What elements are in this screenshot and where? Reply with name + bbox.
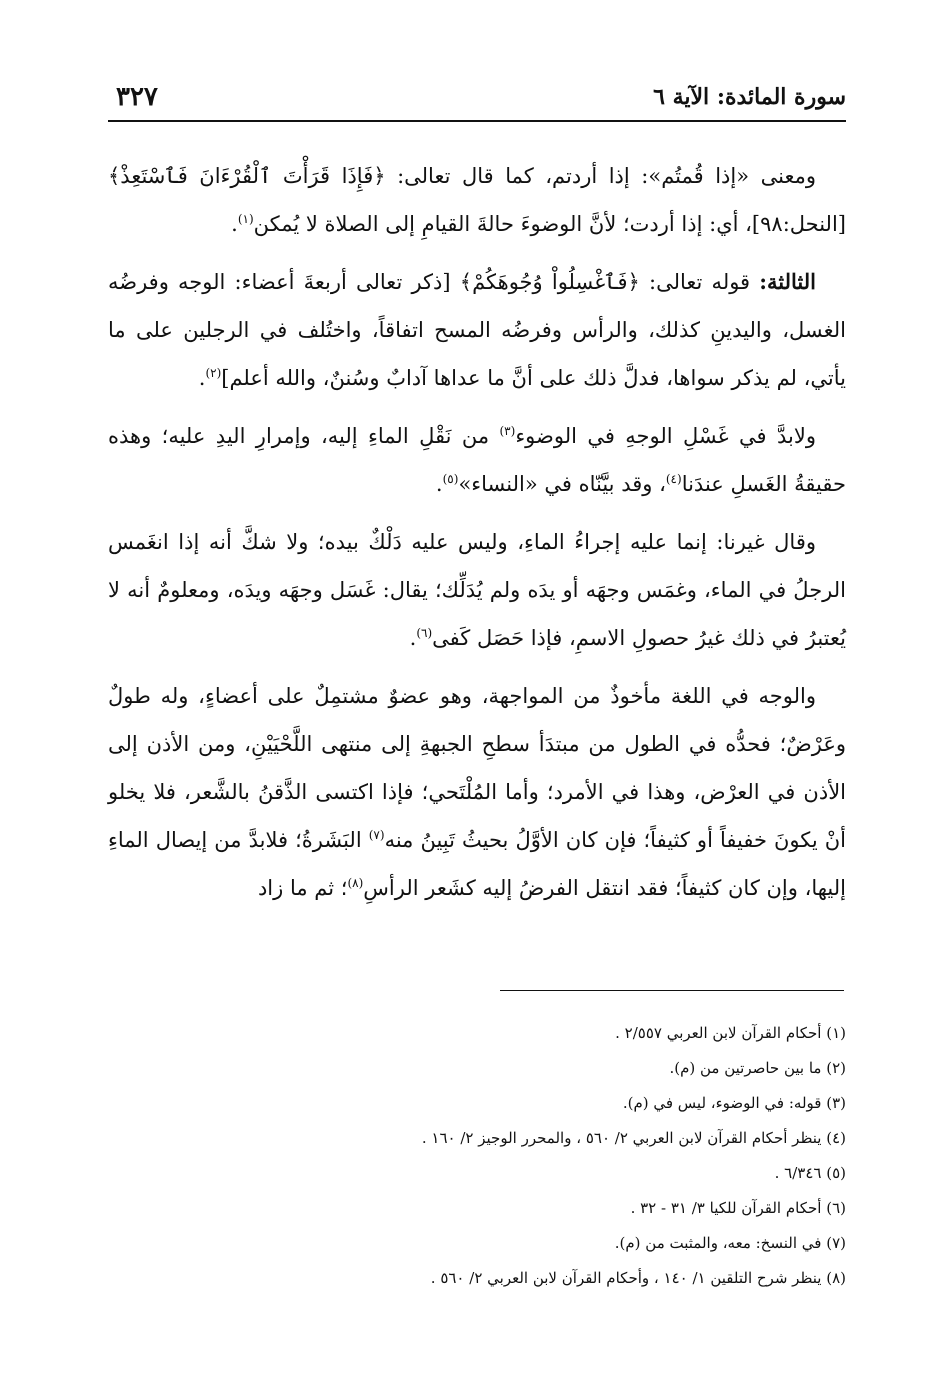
section-lead: الثالثة:: [759, 269, 816, 294]
text-segment: وقال غيرنا: إنما عليه إجراءُ الماءِ، وليس عليه دَلْكٌ بيده؛ ولا شكَّ أنه إذا انغَمس الرجلُ في الماء، وغمَس وجهَه أو يدَه ولم يُدَلِّك؛ يقال: غَسَل وجهَه ويدَه، ومعلومٌ أنه لا يُعتبرُ في ذلك غيرُ حصولِ الاسمِ، فإذا حَصَل كَفى: [108, 530, 846, 650]
text-segment: .: [231, 212, 238, 236]
text-segment: من نَقْلِ الماءِ إليه، وإمرارِ اليدِ عليه؛ وهذه حقيقةُ الغَسلِ عندَنا: [108, 424, 846, 496]
footnote-separator: [500, 990, 844, 991]
footnote-item: (٢) ما بين حاصرتين من (م).: [669, 1059, 846, 1077]
text-segment: .: [435, 472, 443, 496]
footnotes: [108, 1016, 846, 1296]
text-segment: ولابدَّ في غَسْلِ الوجهِ في الوضوء: [515, 424, 816, 448]
footnote-item: (٤) ينظر أحكام القرآن لابن العربي ٢/ ٥٦٠ ، والمحرر الوجيز ٢/ ١٦٠ .: [421, 1129, 846, 1147]
running-title: سورة المائدة: الآية ٦: [653, 84, 846, 110]
paragraph-2: [108, 258, 846, 402]
footnote-ref: (٣): [499, 424, 516, 438]
text-segment: ومعنى «إذا قُمتُم»: إذا أردتم، كما قال تعالى: ﴿فَإِذَا قَرَأْتَ ٱلْقُرْءَانَ فَٱسْتَعِذْ﴾ [النحل:٩٨]، أي: إذا أردت؛ لأنَّ الوضوءَ حالةَ القيامِ إلى الصلاة لا يُمكن: [108, 164, 846, 236]
footnote-ref: (٤): [665, 472, 682, 486]
footnote-item: (١) أحكام القرآن لابن العربي ٢/٥٥٧ .: [615, 1024, 846, 1042]
text-segment: البَشَرةُ؛ فلابدَّ من إيصال الماءِ إليها، وإن كان كثيفاً؛ فقد انتقل الفرضُ إليه كشَعر الرأسِ: [108, 828, 846, 900]
text-segment: .: [198, 366, 206, 390]
page-number: ٣٢٧: [116, 82, 158, 112]
paragraph-5: [108, 672, 846, 912]
text-segment: ؛ ثم ما زاد: [257, 876, 348, 900]
footnote-item: (٣) قوله: في الوضوء، ليس في (م).: [622, 1094, 846, 1112]
page-header: [108, 80, 846, 122]
paragraph-4: [108, 518, 846, 662]
footnote-ref: (١): [237, 212, 254, 226]
footnote-item: (٨) ينظر شرح التلقين ١/ ١٤٠ ، وأحكام القرآن لابن العربي ٢/ ٥٦٠ .: [430, 1269, 846, 1287]
footnote-ref: (٦): [416, 626, 433, 640]
footnote-ref: (٨): [347, 876, 364, 890]
text-segment: قوله تعالى: ﴿فَٱغْسِلُواْ وُجُوهَكُمْ﴾ [ذكر تعالى أربعةَ أعضاء: الوجه وفرضُه الغسل، واليدينِ كذلك، والرأس وفرضُه المسح اتفاقاً، واختُلف في الرجلين على ما يأتي، لم يذكر سواها، فدلَّ ذلك على أنَّ ما عداها آدابٌ وسُننٌ، والله أعلم]: [108, 270, 846, 390]
paragraph-1: [108, 152, 846, 248]
footnote-ref: (٢): [205, 366, 222, 380]
text-segment: والوجه في اللغة مأخوذٌ من المواجهة، وهو عضوٌ مشتمِلٌ على أعضاءٍ، وله طولٌ وعَرْضٌ؛ فحدُّه في الطول من مبتدَأ سطحِ الجبهةِ إلى منتهى اللَّحْيَيْنِ، ومن الأذن إلى الأذن في العرْض، وهذا في الأمرد؛ وأما المُلْتَحي؛ فإذا اكتسى الذَّقنُ بالشَّعر، فلا يخلو أنْ يكونَ خفيفاً أو كثيفاً؛ فإن كان الأوَّلُ بحيثُ تَبِينُ منه: [108, 684, 847, 852]
footnote-item: (٧) في النسخ: معه، والمثبت من (م).: [614, 1234, 846, 1252]
paragraph-3: [108, 412, 846, 508]
footnote-item: (٦) أحكام القرآن للكيا ٣/ ٣١ - ٣٢ .: [630, 1199, 846, 1217]
text-segment: .: [409, 626, 417, 650]
main-text: [108, 152, 846, 922]
text-segment: ، وقد بيَّنّاه في «النساء»: [458, 472, 666, 496]
footnote-ref: (٧): [368, 828, 385, 842]
footnote-item: (٥) ٦/٣٤٦ .: [774, 1164, 846, 1182]
footnote-ref: (٥): [442, 472, 459, 486]
